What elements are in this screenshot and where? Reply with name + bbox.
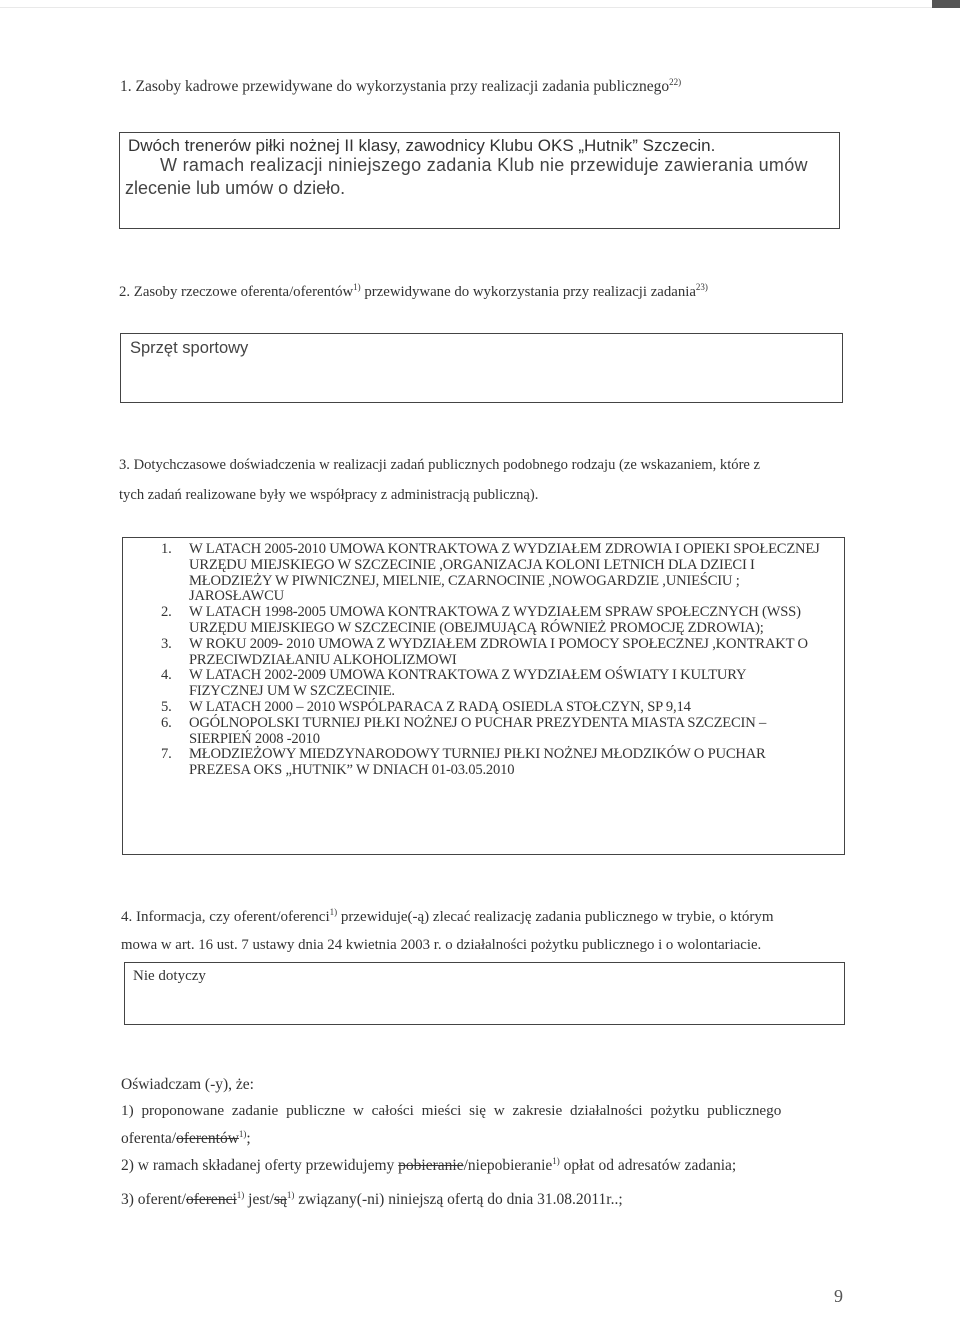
declaration-2 [121, 1157, 736, 1175]
footnote-ref: 23) [695, 282, 708, 293]
declaration-3-strikethrough: oferenci [185, 1191, 237, 1208]
list-item-number: 5. [161, 698, 172, 715]
list-item [123, 747, 823, 779]
list-item-number: 6. [161, 714, 172, 731]
section3-heading-line-2: tych zadań realizowane były we współpracy z administracją publiczną). [119, 487, 539, 503]
experience-list [123, 542, 823, 779]
list-item-number: 1. [161, 541, 172, 557]
footnote-ref: 1) [353, 282, 361, 293]
list-item-text: W LATACH 2002-2009 UMOWA KONTRAKTOWA Z WYDZIAŁEM OŚWIATY I KULTURY FIZYCZNEJ UM W SZCZECINIE. [189, 667, 746, 700]
list-item-number: 7. [161, 746, 172, 763]
declaration-1-line-2 [121, 1130, 251, 1148]
declaration-1-line-1: 1) proponowane zadanie publiczne w całości mieści się w zakresie działalności pożytku publicznego [121, 1102, 782, 1119]
list-item-text: W LATACH 2005-2010 UMOWA KONTRAKTOWA Z WYDZIAŁEM ZDROWIA I OPIEKI SPOŁECZNEJ URZĘDU MIEJSKIEGO W SZCZECINIE ,ORGANIZACJA KOLONI LETNICH DLA DZIECI I MŁODZIEŻY W PIWNICZNEJ, MIELNIE, CZARNOCINIE ,NOWOGARDZIE ,UNIEŚCIU ; JAROSŁAWCU [189, 541, 820, 605]
section1-line-3: zlecenie lub umów o dzieło. [125, 178, 346, 198]
footnote-ref: 1) [286, 1189, 295, 1200]
list-item [123, 700, 823, 716]
section2-box-text: Sprzęt sportowy [130, 339, 249, 357]
declaration-2-strikethrough: pobieranie [398, 1157, 464, 1174]
list-item-number: 4. [161, 667, 172, 684]
declaration-2-text-a: 2) w ramach składanej oferty przewidujemy [121, 1157, 399, 1174]
declaration-3-strikethrough-2: są [273, 1191, 287, 1208]
list-item-number: 3. [161, 635, 172, 652]
list-item-text: MŁODZIEŻOWY MIEDZYNARODOWY TURNIEJ PIŁKI NOŻNEJ MŁODZIKÓW O PUCHAR PREZESA OKS „HUTNIK” W DNIACH 01-03.05.2010 [189, 746, 766, 779]
section4-line-1-text-a: 4. Informacja, czy oferent/oferenci [121, 909, 330, 925]
footnote-ref: 1) [236, 1189, 245, 1200]
section4-line-1 [121, 909, 774, 926]
declarations-intro: Oświadczam (-y), że: [121, 1076, 254, 1093]
footnote-ref: 1) [329, 907, 338, 917]
list-item [123, 605, 823, 637]
footnote-ref: 22) [669, 76, 682, 87]
section1-box [119, 132, 840, 229]
section2-heading-text-b: przewidywane do wykorzystania przy realizacji zadania [360, 284, 696, 300]
section3-box [122, 537, 845, 855]
section2-heading [119, 284, 708, 301]
declaration-3-text-a: 3) oferent/ [121, 1191, 186, 1208]
section2-heading-text-a: 2. Zasoby rzeczowe oferenta/oferentów [119, 284, 354, 300]
section4-line-2: mowa w art. 16 ust. 7 ustawy dnia 24 kwietnia 2003 r. o działalności pożytku publicznego i o wolontariacie. [121, 937, 762, 953]
footnote-ref: 1) [238, 1128, 247, 1139]
section4-box-text: Nie dotyczy [133, 968, 206, 984]
section1-heading [120, 78, 681, 96]
declaration-2-text-b: /niepobieranie [463, 1157, 553, 1174]
declaration-1-strikethrough: oferentów [176, 1130, 239, 1147]
section1-line-2: W ramach realizacji niniejszego zadania Klub nie przewiduje zawierania umów [160, 155, 808, 175]
scan-top-edge [0, 7, 960, 8]
declaration-1-end: ; [246, 1130, 251, 1147]
section4-line-1-text-b: przewiduje(-ą) zlecać realizację zadania publicznego w trybie, o którym [337, 909, 774, 925]
list-item-text: OGÓLNOPOLSKI TURNIEJ PIŁKI NOŻNEJ O PUCHAR PREZYDENTA MIASTA SZCZECIN – SIERPIEŃ 2008 -2010 [189, 714, 767, 747]
list-item-text: W ROKU 2009- 2010 UMOWA Z WYDZIAŁEM ZDROWIA I POMOCY SPOŁECZNEJ ,KONTRAKT O PRZECIWDZIAŁANIU ALKOHOLIZMOWI [189, 635, 808, 668]
page-number: 9 [834, 1286, 843, 1306]
declaration-3-text-c: związany(-ni) niniejszą ofertą do dnia 31.08.2011r..; [294, 1191, 623, 1208]
section1-heading-text: 1. Zasoby kadrowe przewidywane do wykorzystania przy realizacji zadania publicznego [120, 78, 670, 95]
list-item [123, 542, 823, 605]
declaration-3-text-b: jest/ [244, 1191, 274, 1208]
section3-heading-line-1: 3. Dotychczasowe doświadczenia w realizacji zadań publicznych podobnego rodzaju (ze wskazaniem, które z [119, 457, 761, 473]
footnote-ref: 1) [552, 1155, 560, 1166]
list-item [123, 637, 823, 669]
scan-corner-mark [932, 0, 960, 8]
list-item [123, 668, 823, 700]
list-item-text: W LATACH 2000 – 2010 WSPÓLPARACA Z RADĄ OSIEDLA STOŁCZYN, SP 9,14 [189, 698, 691, 715]
declaration-3 [121, 1191, 623, 1209]
list-item [123, 716, 823, 748]
section1-line-1: Dwóch trenerów piłki nożnej II klasy, zawodnicy Klubu OKS „Hutnik” Szczecin. [128, 136, 716, 155]
section2-box [120, 333, 843, 403]
declaration-2-text-c: opłat od adresatów zadania; [559, 1157, 737, 1174]
list-item-text: W LATACH 1998-2005 UMOWA KONTRAKTOWA Z WYDZIAŁEM SPRAW SPOŁECZNYCH (WSS) URZĘDU MIEJSKIEGO W SZCZECINIE (OBEJMUJĄCĄ RÓWNIEŻ PROMOCJĘ ZDROWIA); [189, 604, 801, 636]
declaration-1-text: oferenta/ [121, 1130, 177, 1147]
section4-box [124, 962, 845, 1025]
list-item-number: 2. [161, 604, 172, 621]
